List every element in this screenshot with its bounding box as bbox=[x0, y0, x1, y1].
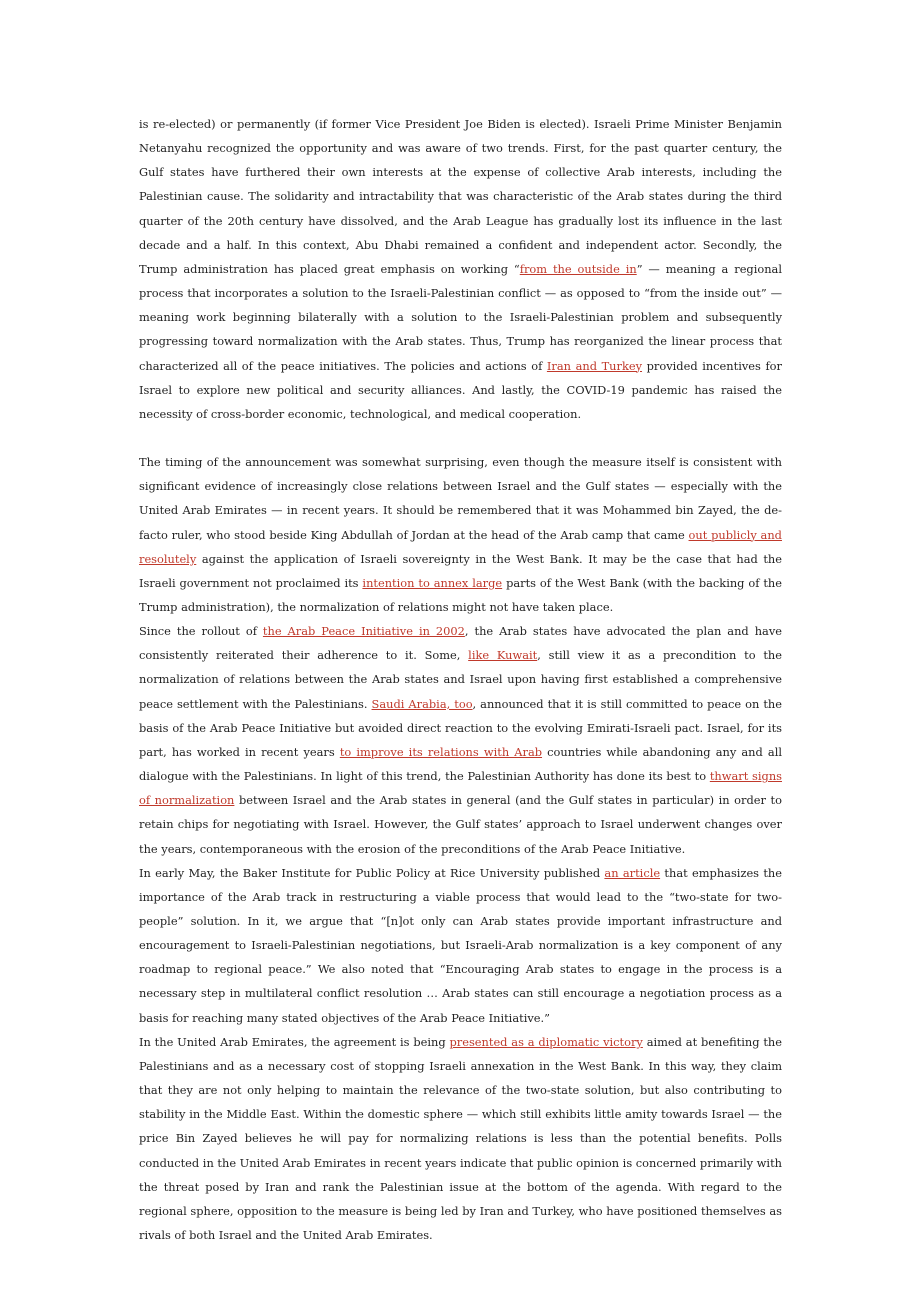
paragraph bbox=[139, 619, 782, 861]
text-run: , still view it as a precondition to the normalization of relations between the Arab states and Israel upon having first established a comprehensive peace settlement with the Palestinians. bbox=[139, 648, 782, 711]
paragraph bbox=[139, 1030, 782, 1247]
text-run: against the application of Israeli sovereignty in the West Bank. It may be the case that had the Israeli government not proclaimed its bbox=[139, 551, 782, 590]
inline-link[interactable]: the Arab Peace Initiative in 2002 bbox=[262, 624, 465, 639]
text-run: In early May, the Baker Institute for Public Policy at Rice University published bbox=[139, 865, 605, 880]
text-run: is re-elected) or permanently (if former Vice President Joe Biden is elected). Israeli Prime Minister Benjamin Netanyahu recognized the opportunity and was aware of two trends. First, for the past quarter century, the Gulf states have furthered their own interests at the expense of collective Arab interests, including the Palestinian cause. The solidarity and intractability that was characteristic of the Arab states during the third quarter of the 20th century have dissolved, and the Arab League has gradually lost its influence in the last decade and a half. In this context, Abu Dhabi remained a confident and independent actor. Secondly, the Trump administration has placed great emphasis on working “ bbox=[139, 117, 782, 276]
paragraph bbox=[139, 450, 782, 619]
inline-link[interactable]: to improve its relations with Arab bbox=[339, 744, 543, 759]
text-run: that emphasizes the importance of the Arab track in restructuring a viable process that would lead to the “two-state for two-people” solution. In it, we argue that “[n]ot only can Arab states provide important infrastructure and encouragement to Israeli-Palestinian negotiations, but Israeli-Arab normalization is a key component of any roadmap to regional peace.” We also noted that “Encouraging Arab states to engage in the process is a necessary step in multilateral conflict resolution … Arab states can still encourage a negotiation process as a basis for reaching many stated objectives of the Arab Peace Initiative.” bbox=[139, 865, 782, 1025]
paragraph bbox=[139, 112, 782, 426]
inline-link[interactable]: an article bbox=[604, 865, 661, 880]
paragraph-gap bbox=[139, 426, 782, 450]
text-run: Since the rollout of bbox=[139, 624, 263, 639]
text-run: ” — meaning a regional process that incorporates a solution to the Israeli-Palestinian conflict — as opposed to “from the inside out” — meaning work beginning bilaterally with a solution to the Israeli-Palestinian problem and subsequently progressing toward normalization with the Arab states. Thus, Trump has reorganized the linear process that characterized all of the peace initiatives. The policies and actions of bbox=[139, 261, 782, 373]
inline-link[interactable]: thwart signs of normalization bbox=[139, 769, 782, 808]
text-run: provided incentives for Israel to explore new political and security alliances. And lastly, the COVID-19 pandemic has raised the necessity of cross-border economic, technological, and medical cooperation. bbox=[139, 358, 782, 421]
text-run: In the United Arab Emirates, the agreement is being bbox=[139, 1034, 450, 1049]
inline-link[interactable]: presented as a diplomatic victory bbox=[449, 1034, 643, 1049]
inline-link[interactable]: like Kuwait bbox=[468, 648, 538, 663]
text-run: , the Arab states have advocated the plan and have consistently reiterated their adherence to it. Some, bbox=[139, 624, 783, 663]
inline-link[interactable]: from the outside in bbox=[519, 261, 637, 276]
text-run: countries while abandoning any and all dialogue with the Palestinians. In light of this trend, the Palestinian Authority has done its best to bbox=[139, 744, 782, 784]
text-run: parts of the West Bank (with the backing of the Trump administration), the normalization of relations might not have taken place. bbox=[139, 575, 783, 614]
text-run: between Israel and the Arab states in general (and the Gulf states in particular) in order to retain chips for negotiating with Israel. However, the Gulf states’ approach to Israel underwent changes over the years, contemporaneous with the erosion of the preconditions of the Arab Peace Initiative. bbox=[139, 793, 782, 856]
inline-link[interactable]: Saudi Arabia, too bbox=[371, 696, 473, 711]
article-body bbox=[139, 112, 782, 1247]
text-run: , announced that it is still committed to peace on the basis of the Arab Peace Initiative but avoided direct reaction to the evolving Emirati-Israeli pact. Israel, for its part, has worked in recent years bbox=[139, 696, 782, 759]
text-run: The timing of the announcement was somewhat surprising, even though the measure itself is consistent with significant evidence of increasingly close relations between Israel and the Gulf states — especially with the United Arab Emirates — in recent years. It should be remembered that it was Mohammed bin Zayed, the de-facto ruler, who stood beside King Abdullah of Jordan at the head of the Arab camp that came bbox=[139, 455, 782, 542]
text-run: aimed at benefiting the Palestinians and as a necessary cost of stopping Israeli annexation in the West Bank. In this way, they claim that they are not only helping to maintain the relevance of the two-state solution, but also contributing to stability in the Middle East. Within the domestic sphere — which still exhibits little amity towards Israel — the price Bin Zayed believes he will pay for normalizing relations is less than the potential benefits. Polls conducted in the United Arab Emirates in recent years indicate that public opinion is concerned primarily with the threat posed by Iran and rank the Palestinian issue at the bottom of the agenda. With regard to the regional sphere, opposition to the measure is being led by Iran and Turkey, who have positioned themselves as rivals of both Israel and the United Arab Emirates. bbox=[139, 1034, 782, 1243]
inline-link[interactable]: intention to annex large bbox=[362, 575, 503, 590]
paragraph bbox=[139, 861, 782, 1030]
inline-link[interactable]: out publicly and resolutely bbox=[139, 527, 782, 566]
inline-link[interactable]: Iran and Turkey bbox=[546, 358, 643, 373]
